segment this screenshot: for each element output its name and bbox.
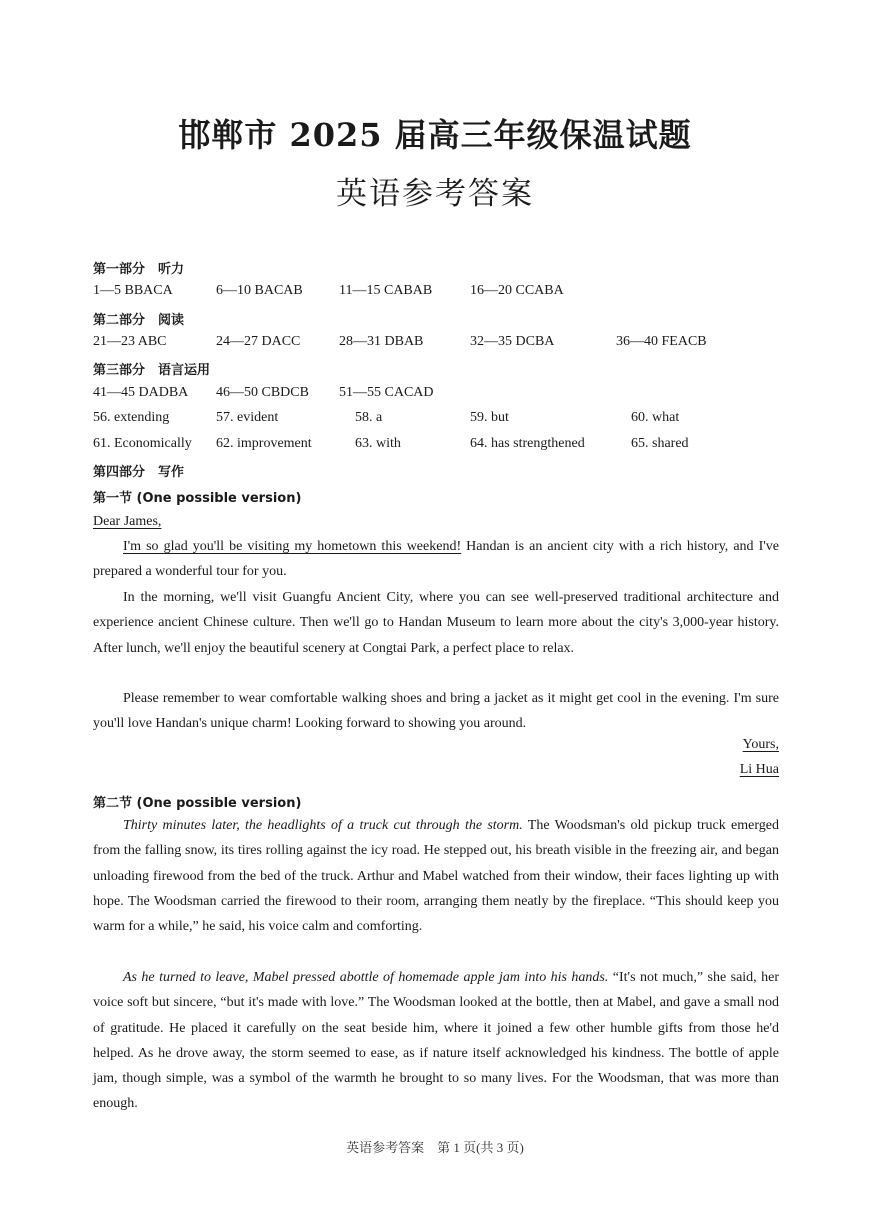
answer-group: 32—35 DCBA	[470, 334, 555, 349]
given-first-sentence: Thirty minutes later, the headlights of a truck cut through the storm.	[123, 818, 523, 833]
letter-paragraph-1	[93, 534, 779, 585]
letter-signature: Li Hua	[739, 762, 779, 777]
underlined-opening: I'm so glad you'll be visiting my hometown this weekend!	[123, 539, 462, 554]
answer-group: 11—15 CABAB	[339, 283, 433, 298]
answer-group: 6—10 BACAB	[216, 283, 303, 298]
answer-group: 46—50 CBDCB	[216, 385, 309, 400]
letter-paragraph-3	[93, 686, 779, 737]
answer-group: 16—20 CCABA	[470, 283, 564, 298]
document-title: 邯郸市 2025 届高三年级保温试题	[178, 116, 692, 154]
fill-answer: 56. extending	[93, 410, 170, 425]
answer-group: 24—27 DACC	[216, 334, 301, 349]
fill-answer: 57. evident	[216, 410, 279, 425]
part2-heading: 第二部分 阅读	[93, 313, 185, 328]
answer-group: 51—55 CACAD	[339, 385, 434, 400]
part4-heading: 第四部分 写作	[93, 465, 185, 480]
section2-heading: 第二节 (One possible version)	[93, 796, 302, 811]
story-paragraph-1	[93, 813, 779, 939]
answer-group: 21—23 ABC	[93, 334, 167, 349]
answer-group: 41—45 DADBA	[93, 385, 189, 400]
paragraph-text: Handan is an ancient city with a rich history, and I've prepared a wonderful tour for you.	[93, 539, 779, 580]
fill-answer: 60. what	[631, 410, 680, 425]
part3-heading: 第三部分 语言运用	[93, 363, 211, 378]
answer-group: 28—31 DBAB	[339, 334, 424, 349]
fill-answer: 58. a	[355, 410, 383, 425]
document-subtitle: 英语参考答案	[336, 176, 534, 212]
part1-heading: 第一部分 听力	[93, 262, 185, 277]
letter-closing: Yours,	[742, 737, 779, 752]
page-footer: 英语参考答案 第 1 页(共 3 页)	[346, 1140, 524, 1155]
salutation-text: Dear James,	[93, 514, 162, 529]
paragraph-text: “It's not much,” she said, her voice soft but sincere, “but it's made with love.” The Woodsman looked at the bottle, then at Mabel, and gave a small nod of gratitude. He placed it carefully on the seat beside him, where it joined a few other humble gifts from those he'd helped. As he drove away, the storm seemed to ease, as if nature itself acknowledged his kindness. The bottle of apple jam, though simple, was a symbol of the warmth he brought to so many lives. For the Woodsman, that was more than enough.	[93, 970, 779, 1112]
fill-answer: 59. but	[470, 410, 509, 425]
given-first-sentence: As he turned to leave, Mabel pressed abottle of homemade apple jam into his hands.	[123, 970, 609, 985]
fill-answer: 64. has strengthened	[470, 436, 585, 451]
paragraph-text: The Woodsman's old pickup truck emerged from the falling snow, its tires rolling against the icy road. He stepped out, his breath visible in the freezing air, and began unloading firewood from the bed of the truck. Arthur and Mabel watched from their window, their faces lighting up with hope. The Woodsman carried the firewood to their room, arranging them neatly by the fireplace. “This should keep you warm for a while,” he said, his voice calm and comforting.	[93, 818, 779, 935]
fill-answer: 62. improvement	[216, 436, 312, 451]
answer-group: 36—40 FEACB	[616, 334, 707, 349]
story-paragraph-2	[93, 965, 779, 1117]
letter-paragraph-2	[93, 585, 779, 661]
fill-answer: 65. shared	[631, 436, 689, 451]
section1-heading: 第一节 (One possible version)	[93, 491, 302, 506]
fill-answer: 63. with	[355, 436, 401, 451]
paragraph-text: In the morning, we'll visit Guangfu Ancient City, where you can see well-preserved traditional architecture and experience ancient Chinese culture. Then we'll go to Handan Museum to learn more about the city's 3,000-year history. After lunch, we'll enjoy the beautiful scenery at Congtai Park, a perfect place to relax.	[93, 590, 779, 656]
answer-group: 1—5 BBACA	[93, 283, 173, 298]
fill-answer: 61. Economically	[93, 436, 192, 451]
paragraph-text: Please remember to wear comfortable walking shoes and bring a jacket as it might get cool in the evening. I'm sure you'll love Handan's unique charm! Looking forward to showing you around.	[93, 691, 779, 732]
salutation	[93, 509, 779, 534]
